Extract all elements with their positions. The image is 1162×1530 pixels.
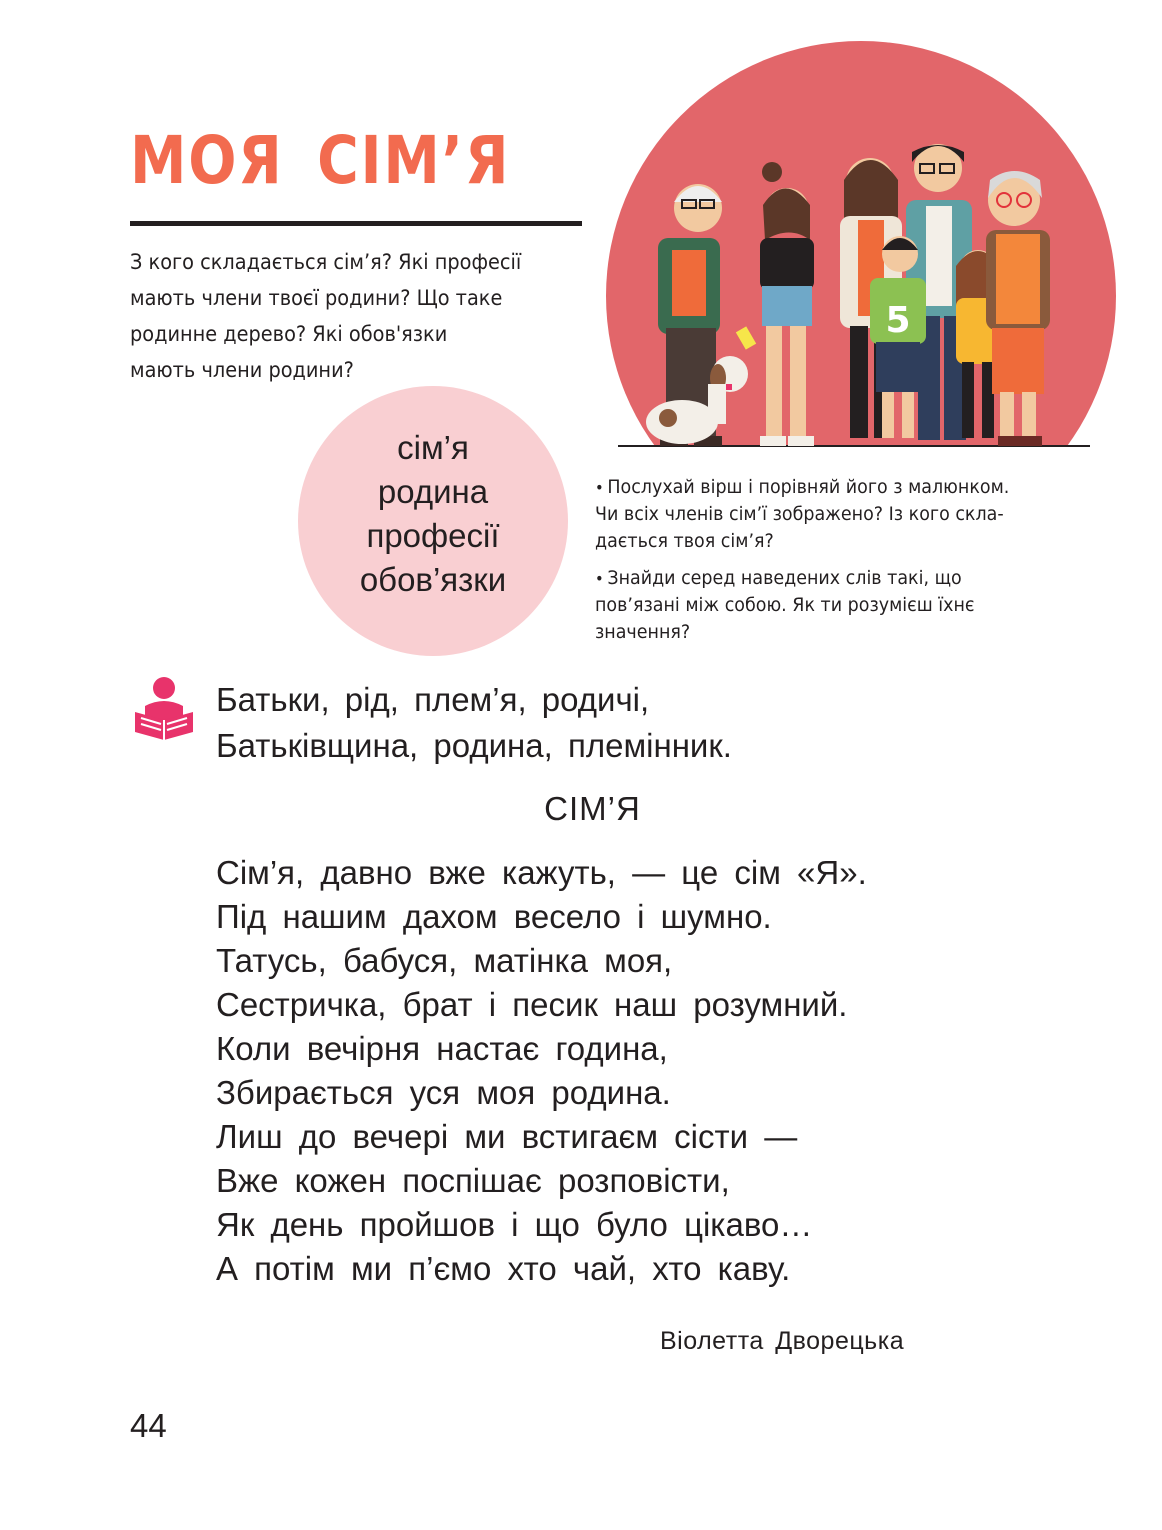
shirt-number: 5 (885, 300, 911, 341)
poem-line: Під нашим дахом весело і шумно. (216, 898, 772, 935)
vocab-word: сім’я (397, 429, 469, 466)
poem-body (216, 851, 867, 1291)
illustration-ground-mask (600, 446, 1120, 460)
poem-line: Лиш до вечері ми встигаєм сісти — (216, 1118, 798, 1155)
poem-line: Татусь, бабуся, матінка моя, (216, 942, 673, 979)
poem-line: Збирається уся моя родина. (216, 1074, 671, 1111)
task-item (595, 474, 1083, 555)
intro-line: мають члени родини? (130, 358, 354, 382)
task-line: пов’язані між собою. Як ти розумієш їхнє (595, 594, 975, 616)
bullet-icon: • (595, 478, 604, 497)
poem-line: Коли вечірня настає година, (216, 1030, 668, 1067)
intro-line: родинне дерево? Які обов'язки (130, 322, 448, 346)
task-line: Знайди серед наведених слів такі, що (607, 567, 962, 589)
vocab-word: обов’язки (359, 561, 507, 598)
vocab-word: професії (366, 517, 500, 554)
family-illustration (600, 40, 1120, 460)
task-line: Чи всіх членів сім’ї зображено? Із кого скла- (595, 503, 1004, 525)
vocab-word: родина (377, 473, 489, 510)
intro-line: З кого складається сім’я? Які професії (130, 250, 522, 274)
task-line: значення? (595, 621, 691, 643)
poem-line: А потім ми п’ємо хто чай, хто каву. (216, 1250, 791, 1287)
words-line: Батьки, рід, плем’я, родичі, (216, 681, 650, 718)
poem-line: Сім’я, давно вже кажуть, — це сім «Я». (216, 854, 867, 891)
reading-child-icon (133, 676, 195, 742)
page-number: 44 (130, 1407, 167, 1444)
task-item (595, 565, 1083, 646)
task-list (595, 474, 1095, 656)
bullet-icon: • (595, 569, 604, 588)
poem-author: Віолетта Дворецька (660, 1327, 905, 1355)
poem-line: Сестричка, брат і песик наш розумний. (216, 986, 848, 1023)
poem-title: СІМ’Я (544, 790, 641, 827)
task-line: дається твоя сім’я? (595, 530, 774, 552)
poem-line: Як день пройшов і що було цікаво… (216, 1206, 813, 1243)
words-line: Батьківщина, родина, племінник. (216, 727, 732, 764)
task-line: Послухай вірш і порівняй його з малюнком. (607, 476, 1010, 498)
title-divider (130, 221, 582, 226)
reading-word-list (216, 677, 732, 769)
intro-line: мають члени твоєї родини? Що таке (130, 286, 503, 310)
page-title: МОЯ СІМ’Я (130, 122, 511, 199)
intro-questions (130, 244, 553, 388)
poem-line: Вже кожен поспішає розповісти, (216, 1162, 730, 1199)
vocab-word-list (298, 426, 568, 602)
